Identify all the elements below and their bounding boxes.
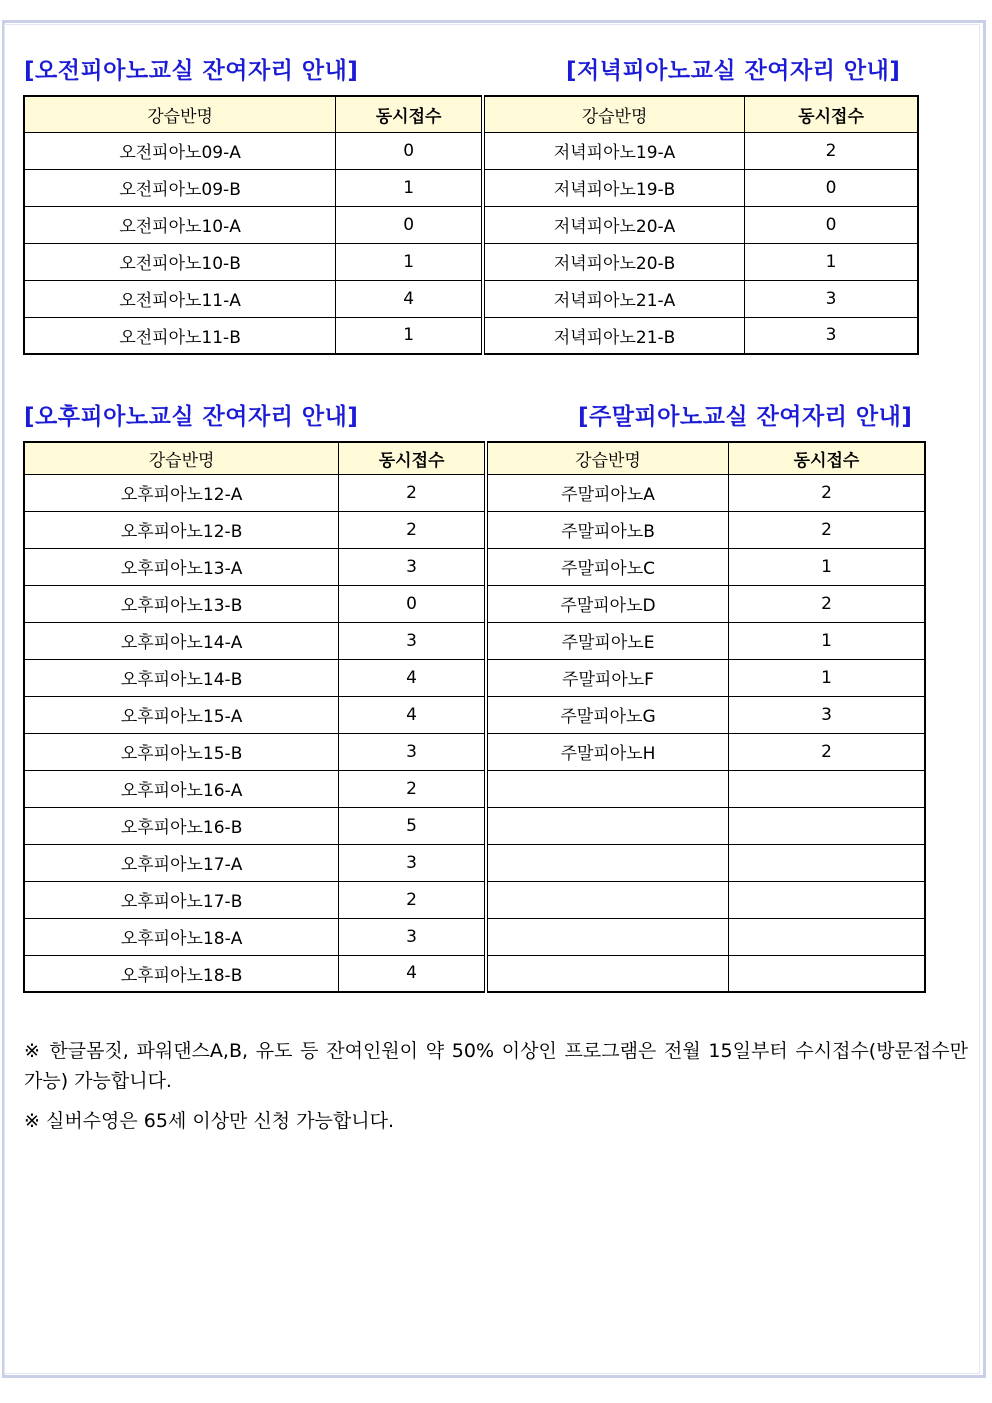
class-name-cell: 오전피아노11-A: [24, 280, 336, 317]
concurrent-count-cell: 2: [729, 585, 925, 622]
concurrent-count-cell: 1: [729, 548, 925, 585]
table-row: [24, 770, 925, 807]
class-name-cell: 저녁피아노20-A: [483, 206, 745, 243]
class-name-cell: 오후피아노16-A: [24, 770, 339, 807]
note-silver-swimming: ※ 실버수영은 65세 이상만 신청 가능합니다.: [24, 1110, 394, 1132]
table-row: [24, 511, 925, 548]
concurrent-count-cell: [729, 844, 925, 881]
class-name-cell: 주말피아노E: [486, 622, 729, 659]
class-name-cell: 저녁피아노21-B: [483, 317, 745, 354]
table-row: [24, 280, 918, 317]
class-name-cell: 오전피아노10-B: [24, 243, 336, 280]
afternoon-section-title: [오후피아노교실 잔여자리 안내]: [24, 404, 359, 430]
concurrent-count-cell: [729, 918, 925, 955]
table-header-row: [24, 96, 918, 132]
weekend-section-title: [주말피아노교실 잔여자리 안내]: [578, 404, 913, 430]
class-name-cell: 오후피아노15-A: [24, 696, 339, 733]
class-name-cell: 오전피아노09-B: [24, 169, 336, 206]
class-name-cell: 오전피아노11-B: [24, 317, 336, 354]
class-name-cell: 주말피아노D: [486, 585, 729, 622]
class-name-cell: 오전피아노09-A: [24, 132, 336, 169]
class-name-cell: [486, 955, 729, 992]
class-name-cell: 주말피아노A: [486, 474, 729, 511]
concurrent-count-cell: 3: [339, 844, 486, 881]
table-row: [24, 881, 925, 918]
class-name-cell: 오후피아노17-B: [24, 881, 339, 918]
class-name-cell: 저녁피아노19-B: [483, 169, 745, 206]
header-concurrent: 동시접수: [729, 442, 925, 474]
class-name-cell: 오후피아노15-B: [24, 733, 339, 770]
class-name-cell: 주말피아노B: [486, 511, 729, 548]
table-header-row: [24, 442, 925, 474]
concurrent-count-cell: 0: [339, 585, 486, 622]
concurrent-count-cell: 2: [729, 511, 925, 548]
concurrent-count-cell: 3: [745, 317, 918, 354]
table-row: [24, 548, 925, 585]
concurrent-count-cell: 1: [745, 243, 918, 280]
class-name-cell: 오후피아노17-A: [24, 844, 339, 881]
concurrent-count-cell: 3: [339, 548, 486, 585]
concurrent-count-cell: 3: [339, 733, 486, 770]
header-concurrent: 동시접수: [339, 442, 486, 474]
table-row: [24, 733, 925, 770]
concurrent-count-cell: 2: [339, 881, 486, 918]
class-name-cell: 오후피아노12-A: [24, 474, 339, 511]
concurrent-count-cell: 4: [339, 696, 486, 733]
table-row: [24, 585, 925, 622]
table-row: [24, 206, 918, 243]
concurrent-count-cell: [729, 807, 925, 844]
header-class-name: 강습반명: [24, 96, 336, 132]
table-row: [24, 918, 925, 955]
class-name-cell: 오후피아노18-B: [24, 955, 339, 992]
concurrent-count-cell: 1: [336, 243, 483, 280]
class-name-cell: [486, 844, 729, 881]
concurrent-count-cell: 0: [745, 206, 918, 243]
concurrent-count-cell: [729, 955, 925, 992]
concurrent-count-cell: 3: [339, 918, 486, 955]
concurrent-count-cell: 2: [745, 132, 918, 169]
concurrent-count-cell: 1: [336, 169, 483, 206]
concurrent-count-cell: 2: [339, 511, 486, 548]
concurrent-count-cell: 3: [729, 696, 925, 733]
afternoon-weekend-table: [23, 441, 926, 993]
concurrent-count-cell: 5: [339, 807, 486, 844]
class-name-cell: [486, 918, 729, 955]
concurrent-count-cell: 1: [729, 659, 925, 696]
concurrent-count-cell: 0: [745, 169, 918, 206]
concurrent-count-cell: 2: [339, 770, 486, 807]
table-row: [24, 844, 925, 881]
header-class-name: 강습반명: [483, 96, 745, 132]
concurrent-count-cell: 0: [336, 132, 483, 169]
evening-section-title: [저녁피아노교실 잔여자리 안내]: [566, 58, 901, 84]
table-row: [24, 169, 918, 206]
class-name-cell: 오후피아노13-A: [24, 548, 339, 585]
concurrent-count-cell: 0: [336, 206, 483, 243]
header-concurrent: 동시접수: [745, 96, 918, 132]
table-row: [24, 807, 925, 844]
concurrent-count-cell: [729, 770, 925, 807]
table-row: [24, 243, 918, 280]
concurrent-count-cell: 3: [339, 622, 486, 659]
morning-evening-table: [23, 95, 919, 355]
header-class-name: 강습반명: [24, 442, 339, 474]
class-name-cell: 오후피아노12-B: [24, 511, 339, 548]
concurrent-count-cell: 4: [339, 659, 486, 696]
concurrent-count-cell: 2: [339, 474, 486, 511]
class-name-cell: 오후피아노14-A: [24, 622, 339, 659]
table-row: [24, 696, 925, 733]
class-name-cell: 주말피아노H: [486, 733, 729, 770]
class-name-cell: 오후피아노18-A: [24, 918, 339, 955]
table-row: [24, 955, 925, 992]
class-name-cell: 저녁피아노19-A: [483, 132, 745, 169]
class-name-cell: [486, 807, 729, 844]
morning-section-title: [오전피아노교실 잔여자리 안내]: [24, 58, 359, 84]
concurrent-count-cell: 1: [336, 317, 483, 354]
table-row: [24, 317, 918, 354]
class-name-cell: 오전피아노10-A: [24, 206, 336, 243]
table-row: [24, 132, 918, 169]
concurrent-count-cell: 4: [339, 955, 486, 992]
class-name-cell: 저녁피아노20-B: [483, 243, 745, 280]
class-name-cell: 주말피아노C: [486, 548, 729, 585]
class-name-cell: 저녁피아노21-A: [483, 280, 745, 317]
class-name-cell: 주말피아노F: [486, 659, 729, 696]
class-name-cell: 오후피아노13-B: [24, 585, 339, 622]
concurrent-count-cell: 4: [336, 280, 483, 317]
header-class-name: 강습반명: [486, 442, 729, 474]
class-name-cell: 오후피아노14-B: [24, 659, 339, 696]
header-concurrent: 동시접수: [336, 96, 483, 132]
concurrent-count-cell: 3: [745, 280, 918, 317]
concurrent-count-cell: 1: [729, 622, 925, 659]
concurrent-count-cell: [729, 881, 925, 918]
note-open-enrollment: ※ 한글몸짓, 파워댄스A,B, 유도 등 잔여인원이 약 50% 이상인 프로그램은 전월 15일부터 수시접수(방문접수만 가능) 가능합니다.: [24, 1040, 968, 1092]
concurrent-count-cell: 2: [729, 474, 925, 511]
class-name-cell: [486, 770, 729, 807]
concurrent-count-cell: 2: [729, 733, 925, 770]
class-name-cell: 오후피아노16-B: [24, 807, 339, 844]
table-row: [24, 622, 925, 659]
class-name-cell: [486, 881, 729, 918]
class-name-cell: 주말피아노G: [486, 696, 729, 733]
table-row: [24, 659, 925, 696]
table-row: [24, 474, 925, 511]
